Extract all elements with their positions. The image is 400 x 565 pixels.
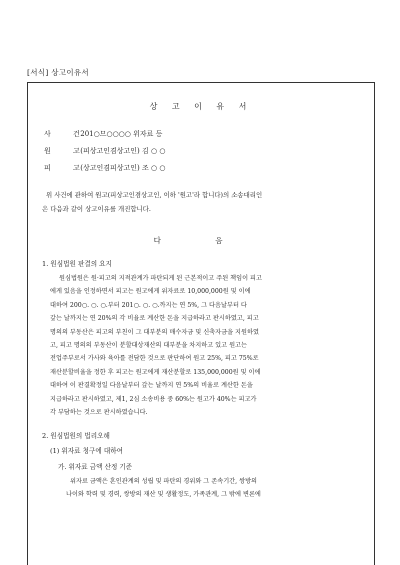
section2-subheading-2: 가. 위자료 금액 산정 기준	[58, 463, 133, 471]
party-value: (상고인겸피상고인) 조 ○ ○	[80, 164, 166, 172]
section1-line: 각 부담하는 것으로 판시하였습니다.	[50, 409, 148, 417]
section1-line: 대하여 이 판결확정일 다음날부터 갚는 날까지 연 5%의 비율로 계산한 돈을	[50, 382, 253, 390]
section1-line: 갚는 날까지는 연 20%의 각 비율로 계산한 돈을 지급하라고 판시하였고, 피고	[50, 315, 259, 323]
section1-line: 원심법원은 원·피고의 지적관계가 파탄되게 된 근본적이고 주된 책임이 피고	[59, 275, 262, 282]
section1-line: 전업주부로서 가사와 육아를 전담한 것으로 판단하여 원고 25%, 피고 75%로	[50, 355, 259, 363]
party-label: 원 고	[44, 147, 90, 155]
da-eum-heading: 다 음	[153, 236, 249, 245]
form-label: [서식] 상고이유서	[27, 68, 89, 77]
section1-line: 에게 있음을 인정하면서 피고는 원고에게 위자료로 10,000,000원 및 이에	[50, 288, 251, 296]
intro-line: 은 다음과 같이 상고이유를 개진합니다.	[42, 204, 151, 213]
section2-heading: 2. 원심법원의 법리오해	[42, 432, 110, 440]
party-case	[44, 129, 162, 139]
section1-body	[50, 272, 362, 419]
intro-line: 위 사건에 관하여 원고(피상고인겸상고인, 이하 '원고'라 합니다)의 소송대리인	[46, 191, 263, 199]
section1-line: 재산분할비율을 정한 후 피고는 원고에게 재산분할로 135,000,000원 및 이에	[50, 368, 261, 376]
section2-subheading-1: (1) 위자료 청구에 대하여	[50, 447, 123, 455]
intro-paragraph	[42, 189, 364, 216]
section1-heading: 1. 원심법원 판결의 요지	[42, 260, 112, 268]
document-title: 상 고 이 유 서	[149, 102, 253, 111]
party-defendant	[44, 163, 165, 173]
section1-line: 대하여 200○. ○. ○.부터 201○. ○. ○.까지는 연 5%, 그 다음날부터 다	[50, 301, 247, 309]
section2-body	[66, 475, 366, 502]
section1-line: 명의의 부동산은 피고의 부친이 그 대부분의 매수자금 및 신축자금을 지원하였	[50, 328, 259, 336]
section1-line: 지급하라고 판시하였고, 제1, 2심 소송비용 중 60%는 원고가 40%는 피고가	[50, 395, 257, 403]
party-label: 피 고	[44, 164, 90, 172]
party-value: (피상고인겸상고인) 김 ○ ○	[80, 147, 166, 155]
section1-line: 고, 피고 명의의 부동산이 분할대상재산의 대부분을 차지하고 있고 원고는	[50, 342, 248, 350]
section2-line: 나이와 학력 및 경력, 쌍방의 재산 및 생활정도, 가족관계, 그 밖에 변론에	[66, 491, 261, 499]
section2-line: 위자료 금액은 혼인관계의 성립 및 파탄의 경위와 그 존속기간, 쌍방의	[70, 478, 258, 485]
party-plaintiff	[44, 146, 165, 156]
document-frame	[27, 82, 375, 565]
party-label: 사 건	[44, 130, 90, 138]
party-value: 201○므○○○○ 위자료 등	[80, 130, 163, 138]
